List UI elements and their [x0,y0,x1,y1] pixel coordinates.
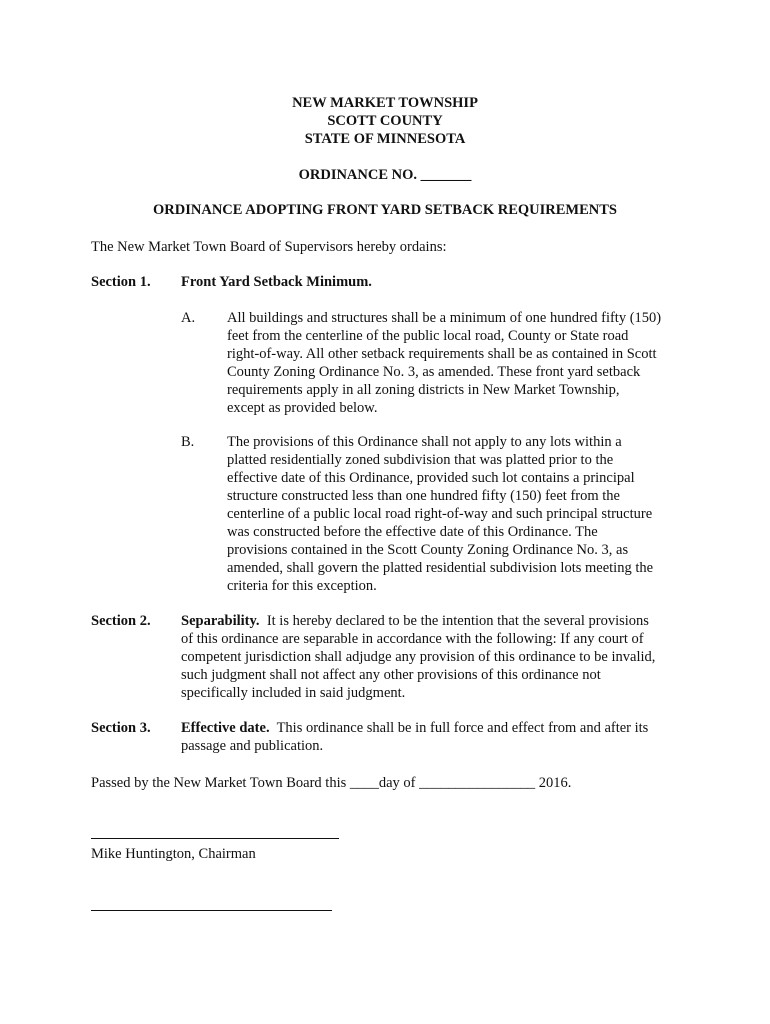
item-b-line: criteria for this exception. [227,578,377,594]
item-a-line: except as provided below. [227,400,378,416]
item-a-text [227,309,661,417]
section3-line: passage and publication. [181,738,324,754]
chairman-signature-line [91,838,339,839]
item-b-text [227,433,653,595]
section2-label: Section 2. [91,613,151,629]
item-b-line: amended, shall govern the platted residential subdivision lots meeting the [227,560,654,576]
section1-label: Section 1. [91,274,151,290]
item-a-line: requirements apply in all zoning districts in New Market Township, [227,382,620,398]
county-name: SCOTT COUNTY [327,113,443,129]
section2-line: of this ordinance are separable in accordance with the following: If any court of [181,631,644,647]
item-a-marker: A. [181,310,196,326]
ordinance-number: ORDINANCE NO. _______ [298,167,472,183]
item-b-line: structure constructed less than one hundred fifty (150) feet from the [227,488,620,504]
section1-heading: Front Yard Setback Minimum. [181,274,372,290]
section2-line: specifically included in said judgment. [181,685,406,701]
item-b-marker: B. [181,434,195,450]
item-a-line: right-of-way. All other setback requirements shall be as contained in Scott [227,346,657,362]
section2-line: competent jurisdiction shall adjudge any provision of this ordinance to be invalid, [181,649,656,665]
section2-text [181,612,655,702]
section2-line: such judgment shall not affect any other provisions of this ordinance not [181,667,601,683]
section3-text [181,719,648,755]
item-b-line: centerline of a public local road right-of-way and such principal structure [227,506,653,522]
section2-first-line [181,612,655,630]
item-b-line: was constructed before the effective date of this Ordinance. The [227,524,598,540]
section3-heading: Effective date. [181,720,270,736]
township-name: NEW MARKET TOWNSHIP [292,95,478,111]
item-b-line: platted residentially zoned subdivision that was platted prior to the [227,452,614,468]
item-b-line: provisions contained in the Scott County Zoning Ordinance No. 3, as [227,542,629,558]
state-name: STATE OF MINNESOTA [304,131,466,147]
section2-heading: Separability. [181,613,260,629]
passed-statement: Passed by the New Market Town Board this ____day of ________________ 2016. [91,775,572,791]
section3-first-line [181,719,648,737]
item-b-line: The provisions of this Ordinance shall not apply to any lots within a [227,434,622,450]
item-a-line: County Zoning Ordinance No. 3, as amended. These front yard setback [227,364,641,380]
chairman-name: Mike Huntington, Chairman [91,846,256,862]
item-b-line: effective date of this Ordinance, provided such lot contains a principal [227,470,635,486]
second-signature-line [91,910,332,911]
section3-first-line-rest: This ordinance shall be in full force and effect from and after its [269,720,649,736]
section2-first-line-rest: It is hereby declared to be the intention that the several provisions [259,613,649,629]
item-a-line: All buildings and structures shall be a minimum of one hundred fifty (150) [227,310,662,326]
intro-text: The New Market Town Board of Supervisors hereby ordains: [91,239,447,255]
section3-label: Section 3. [91,720,151,736]
item-a-line: feet from the centerline of the public local road, County or State road [227,328,629,344]
ordinance-title: ORDINANCE ADOPTING FRONT YARD SETBACK REQUIREMENTS [153,202,617,218]
